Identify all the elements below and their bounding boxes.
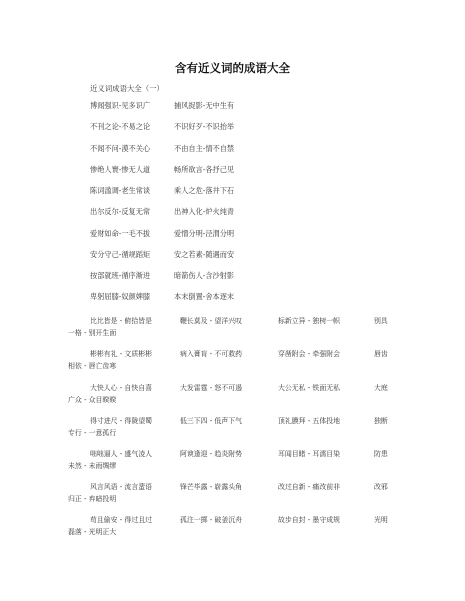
idiom-pair: 阿谀逢迎 - 趋炎附势 xyxy=(180,450,242,458)
idiom-pair: 苟且偷安 - 得过且过 xyxy=(90,516,152,524)
idiom-pair: 改过自新 - 痛改前非 xyxy=(278,483,340,491)
page-title: 含有近义词的成语大全 xyxy=(175,61,290,75)
section-subtitle: 近义词成语大全（一） xyxy=(90,84,164,93)
idiom-pair-start: 大庭 xyxy=(374,384,388,392)
idiom-pair-row xyxy=(0,144,465,156)
idiom-pair: 博闻强识-见多识广 xyxy=(90,101,151,110)
idiom-pair: 咄咄逼人 - 盛气凌人 xyxy=(90,450,152,458)
idiom-pair: 出神入化-炉火纯青 xyxy=(174,207,235,216)
idiom-pair-row xyxy=(0,250,465,262)
idiom-pair-row xyxy=(0,101,465,113)
idiom-pair: 风言风语 - 流言蜚语 xyxy=(90,483,152,491)
idiom-pair-start: 改邪 xyxy=(374,483,388,491)
idiom-pair: 不刊之论-不易之论 xyxy=(90,122,151,131)
idiom-pair: 乘人之危-落井下石 xyxy=(174,186,235,195)
idiom-pair: 穿凿附会 - 牵强附会 xyxy=(278,350,340,358)
idiom-pair: 按部就班-循序渐进 xyxy=(90,271,151,280)
idiom-pair: 畅所欲言-各抒己见 xyxy=(174,165,235,174)
idiom-pair: 故步自封 - 墨守成规 xyxy=(278,516,340,524)
idiom-pair-continuation: 磊落 - 光明正大 xyxy=(68,528,117,536)
idiom-pair-continuation: 广众 - 众目睽睽 xyxy=(68,396,117,404)
idiom-pair-continuation: 未然 - 未雨绸缪 xyxy=(68,462,117,470)
idiom-pair-start: 防患 xyxy=(374,450,388,458)
idiom-pair: 锋芒毕露 - 崭露头角 xyxy=(180,483,242,491)
idiom-pair: 得寸进尺 - 得陇望蜀 xyxy=(90,417,152,425)
idiom-pair: 不由自主-情不自禁 xyxy=(174,144,235,153)
idiom-pair: 安之若素-随遇而安 xyxy=(174,250,235,259)
idiom-pair: 出尔反尔-反复无常 xyxy=(90,207,151,216)
idiom-pair-continuation: 专行 - 一意孤行 xyxy=(68,429,117,437)
idiom-pair: 捕风捉影-无中生有 xyxy=(174,101,235,110)
idiom-pair-start: 光明 xyxy=(374,516,388,524)
idiom-pair-start: 唇齿 xyxy=(374,350,388,358)
idiom-pair: 低三下四 - 低声下气 xyxy=(180,417,242,425)
idiom-pair-continuation: 相依 - 唇亡齿寒 xyxy=(68,362,117,370)
idiom-pair: 大发雷霆 - 怒不可遏 xyxy=(180,384,242,392)
idiom-pair: 顶礼膜拜 - 五体投地 xyxy=(278,417,340,425)
idiom-pair: 大快人心 - 自快自喜 xyxy=(90,384,152,392)
idiom-pair-start: 别具 xyxy=(374,317,388,325)
idiom-pair: 病入膏肓 - 不可救药 xyxy=(180,350,242,358)
idiom-pair-row xyxy=(0,271,465,283)
idiom-pair-row xyxy=(0,122,465,134)
idiom-pair: 不识好歹-不识抬举 xyxy=(174,122,235,131)
idiom-pair-continuation: 归正 - 弃暗投明 xyxy=(68,495,117,503)
idiom-pair: 大公无私 - 铁面无私 xyxy=(278,384,340,392)
idiom-pair: 暗箭伤人-含沙射影 xyxy=(174,271,235,280)
idiom-pair: 本末倒置-舍本逐末 xyxy=(174,292,235,301)
idiom-pair: 标新立异 - 独树一帜 xyxy=(278,317,340,325)
idiom-pair: 彬彬有礼 - 文质彬彬 xyxy=(90,350,152,358)
idiom-pair-row xyxy=(0,229,465,241)
idiom-pair: 卑躬屈膝-奴颜婢膝 xyxy=(90,292,151,301)
idiom-pair-continuation: 一格 - 别开生面 xyxy=(68,329,117,337)
idiom-pair-row xyxy=(0,207,465,219)
idiom-pair: 鞭长莫及 - 望洋兴叹 xyxy=(180,317,242,325)
idiom-pair: 爱财如命-一毛不拔 xyxy=(90,229,151,238)
idiom-pair: 陈词滥调-老生常谈 xyxy=(90,186,151,195)
idiom-pair: 安分守己-循规蹈矩 xyxy=(90,250,151,259)
idiom-pair: 比比皆是 - 俯拾皆是 xyxy=(90,317,152,325)
idiom-pair: 惨绝人寰-惨无人道 xyxy=(90,165,151,174)
idiom-pair: 耳闻目睹 - 耳濡目染 xyxy=(278,450,340,458)
idiom-pair: 不闻不问-漠不关心 xyxy=(90,144,151,153)
idiom-pair-row xyxy=(0,165,465,177)
idiom-pair-start: 独断 xyxy=(374,417,388,425)
idiom-pair-row xyxy=(0,292,465,304)
idiom-pair: 爱憎分明-泾渭分明 xyxy=(174,229,235,238)
idiom-pair-row xyxy=(0,186,465,198)
idiom-pair: 孤注一掷 - 破釜沉舟 xyxy=(180,516,242,524)
